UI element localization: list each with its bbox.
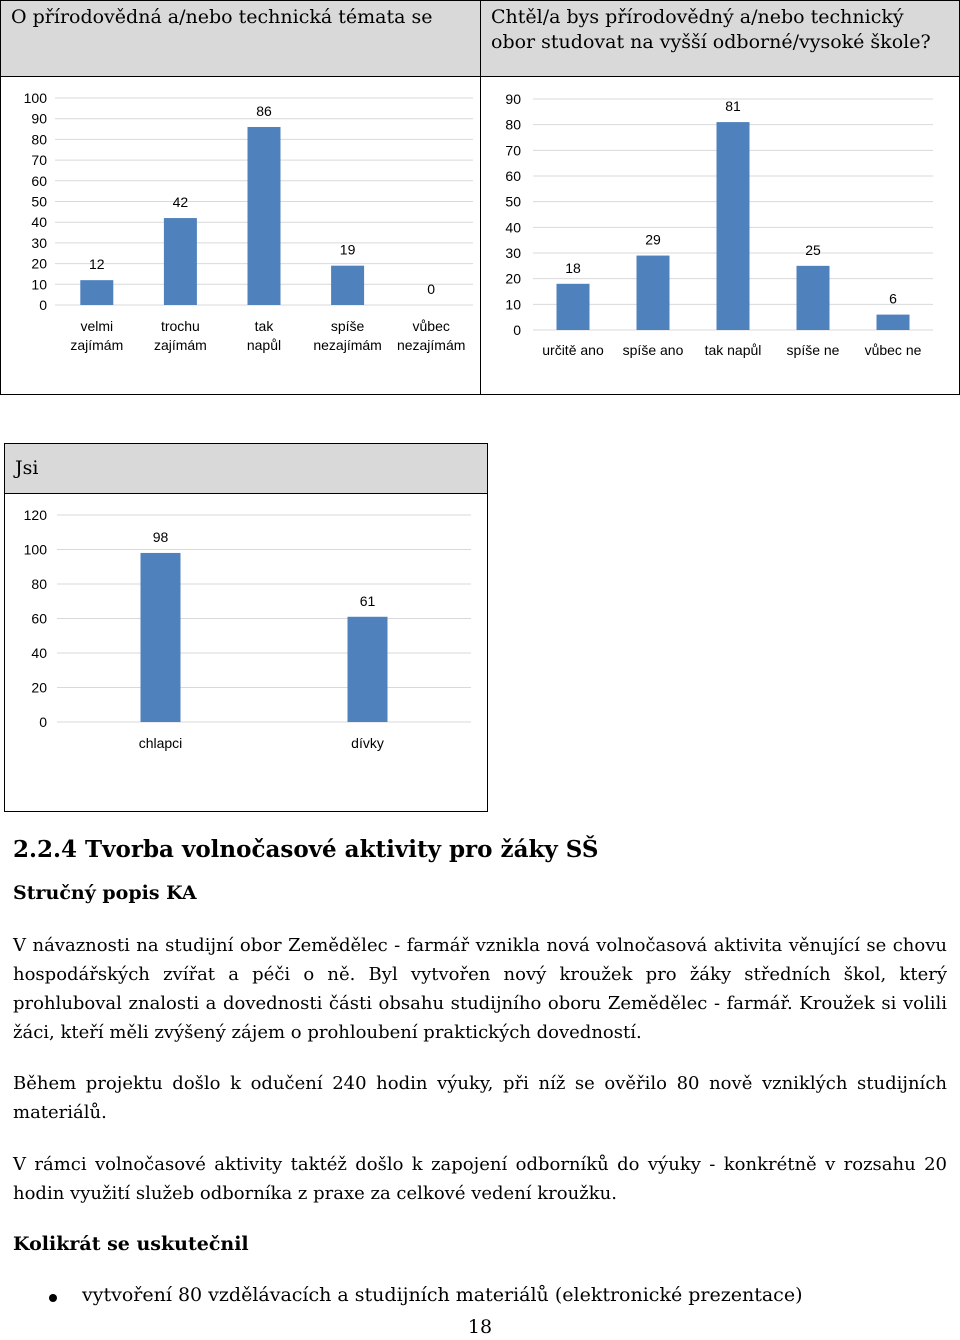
bar bbox=[348, 617, 388, 722]
category-label: nezajímám bbox=[396, 337, 466, 353]
chart1-header bbox=[0, 0, 481, 77]
chart3-title: Jsi bbox=[15, 457, 39, 479]
data-label: 12 bbox=[89, 256, 105, 273]
chart2-box bbox=[480, 76, 960, 395]
data-label: 29 bbox=[645, 231, 661, 248]
category-label: velmi bbox=[80, 318, 114, 334]
y-tick-label: 10 bbox=[31, 276, 47, 293]
chart2-header bbox=[480, 0, 960, 77]
y-tick-label: 50 bbox=[31, 193, 47, 210]
bar bbox=[164, 218, 197, 305]
subheading-description: Stručný popis KA bbox=[13, 882, 197, 904]
category-label: vůbec ne bbox=[864, 342, 922, 358]
category-label: vůbec bbox=[412, 318, 450, 334]
data-label: 19 bbox=[339, 241, 356, 258]
data-label: 86 bbox=[256, 102, 272, 119]
chart3-box bbox=[4, 493, 488, 812]
data-label: 18 bbox=[565, 259, 581, 276]
y-tick-label: 40 bbox=[31, 645, 47, 661]
bar bbox=[80, 280, 113, 305]
data-label: 61 bbox=[359, 592, 376, 609]
y-tick-label: 70 bbox=[31, 152, 47, 169]
bar bbox=[717, 122, 750, 330]
y-tick-label: 120 bbox=[23, 507, 47, 523]
category-label: tak bbox=[254, 318, 274, 334]
bar bbox=[637, 256, 670, 330]
y-tick-label: 80 bbox=[505, 116, 521, 133]
data-label: 98 bbox=[152, 528, 169, 545]
category-label: napůl bbox=[246, 337, 282, 353]
y-tick-label: 20 bbox=[31, 255, 47, 272]
bullet-icon bbox=[49, 1294, 57, 1302]
y-tick-label: 30 bbox=[31, 234, 47, 251]
category-label: spíše bbox=[330, 318, 365, 334]
y-tick-label: 90 bbox=[505, 91, 521, 107]
y-tick-label: 100 bbox=[23, 541, 47, 558]
y-tick-label: 20 bbox=[505, 270, 521, 287]
y-tick-label: 40 bbox=[31, 214, 47, 231]
chart1-svg bbox=[1, 77, 480, 394]
y-tick-label: 0 bbox=[39, 714, 47, 730]
data-label: 81 bbox=[725, 98, 741, 115]
y-tick-label: 80 bbox=[31, 576, 47, 592]
category-label: spíše ne bbox=[786, 342, 840, 358]
category-label: chlapci bbox=[138, 735, 183, 751]
bar bbox=[331, 266, 364, 305]
chart2-title: Chtěl/a bys přírodovědný a/nebo technický obor studovat na vyšší odborné/vysoké škole? bbox=[491, 6, 931, 53]
y-tick-label: 100 bbox=[23, 90, 47, 106]
y-tick-label: 20 bbox=[31, 679, 47, 696]
paragraph-hours: Během projektu došlo k odučení 240 hodin výuky, při níž se ověřilo 80 nově vzniklých studijních materiálů. bbox=[13, 1073, 947, 1123]
chart1-box bbox=[0, 76, 481, 395]
page-number: 18 bbox=[467, 1316, 493, 1338]
y-tick-label: 30 bbox=[505, 245, 521, 261]
y-tick-label: 60 bbox=[505, 168, 521, 184]
chart1-title: O přírodovědná a/nebo technická témata se bbox=[11, 6, 433, 28]
y-tick-label: 60 bbox=[31, 172, 47, 189]
bar bbox=[248, 127, 281, 305]
y-tick-label: 40 bbox=[505, 219, 521, 236]
chart3-header bbox=[4, 443, 488, 494]
data-label: 42 bbox=[172, 194, 189, 211]
data-label: 0 bbox=[427, 281, 436, 297]
category-label: spíše ano bbox=[622, 342, 684, 358]
chart2-svg bbox=[481, 77, 959, 394]
y-tick-label: 90 bbox=[31, 110, 47, 127]
y-tick-label: 10 bbox=[505, 296, 521, 313]
bar bbox=[141, 553, 181, 722]
y-tick-label: 0 bbox=[39, 297, 47, 313]
y-tick-label: 70 bbox=[505, 142, 521, 159]
bar bbox=[797, 266, 830, 330]
chart3-svg bbox=[5, 494, 487, 811]
category-label: tak napůl bbox=[704, 342, 762, 358]
data-label: 25 bbox=[805, 241, 821, 258]
category-label: nezajímám bbox=[313, 337, 382, 353]
paragraph-experts: V rámci volnočasové aktivity taktéž došlo k zapojení odborníků do výuky - konkrétně v rozsahu 20 hodin využití služeb odborníka z praxe za celkové vedení kroužku. bbox=[13, 1154, 947, 1204]
bar bbox=[557, 284, 590, 330]
category-label: zajímám bbox=[70, 337, 124, 353]
category-label: trochu bbox=[160, 318, 200, 334]
subheading-occurrence: Kolikrát se uskutečnil bbox=[13, 1233, 249, 1255]
y-tick-label: 80 bbox=[31, 131, 47, 148]
y-tick-label: 0 bbox=[513, 322, 521, 338]
section-heading: 2.2.4 Tvorba volnočasové aktivity pro žáky SŠ bbox=[13, 836, 599, 863]
bullet-item: vytvoření 80 vzdělávacích a studijních materiálů (elektronické prezentace) bbox=[82, 1284, 803, 1306]
data-label: 6 bbox=[889, 290, 897, 307]
category-label: dívky bbox=[351, 735, 384, 751]
y-tick-label: 50 bbox=[505, 193, 521, 210]
category-label: zajímám bbox=[153, 337, 207, 353]
y-tick-label: 60 bbox=[31, 610, 47, 627]
bar bbox=[877, 315, 910, 330]
paragraph-description: V návaznosti na studijní obor Zemědělec - farmář vznikla nová volnočasová aktivita věnující se chovu hospodářských zvířat a péči o ně. Byl vytvořen nový kroužek pro žáky středních škol, který prohluboval znalosti a dovednosti části obsahu studijního oboru Zemědělec - farmář. Kroužek si volili žáci, kteří měli zvýšený zájem o prohloubení praktických dovedností. bbox=[13, 935, 947, 1043]
category-label: určitě ano bbox=[542, 342, 604, 358]
